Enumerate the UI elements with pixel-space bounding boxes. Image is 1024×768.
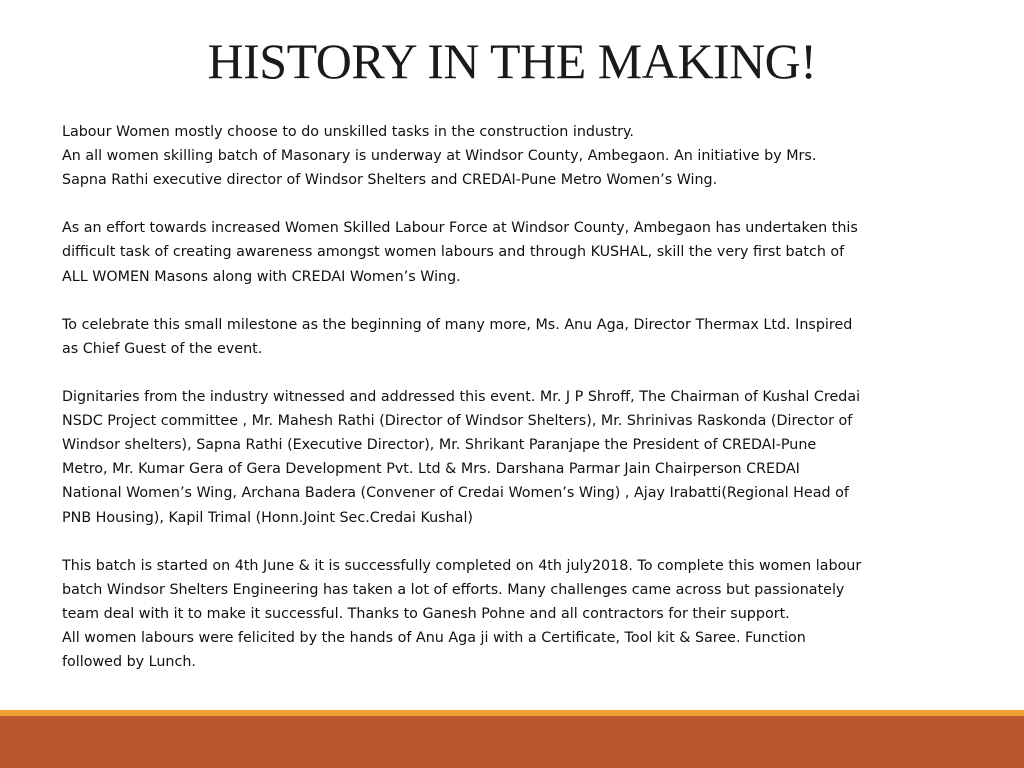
paragraph-line: All women labours were felicited by the hands of Anu Aga ji with a Certificate, Tool kit & Saree. Function — [62, 629, 806, 646]
footer-accent-bar — [0, 716, 1024, 768]
paragraph-line: followed by Lunch. — [62, 654, 196, 671]
paragraph-line: NSDC Project committee , Mr. Mahesh Rathi (Director of Windsor Shelters), Mr. Shrinivas Raskonda (Director of — [62, 413, 853, 430]
paragraph-line: team deal with it to make it successful. Thanks to Ganesh Pohne and all contractors for their support. — [62, 605, 790, 622]
paragraph-line: As an effort towards increased Women Skilled Labour Force at Windsor County, Ambegaon has undertaken this — [62, 220, 858, 237]
paragraph-line: Metro, Mr. Kumar Gera of Gera Development Pvt. Ltd & Mrs. Darshana Parmar Jain Chairperson CREDAI — [62, 461, 800, 478]
paragraph-line: National Women’s Wing, Archana Badera (Convener of Credai Women’s Wing) , Ajay Irabatti(Regional Head of — [62, 485, 849, 502]
paragraph-celebration — [62, 313, 967, 361]
paragraph-line: Sapna Rathi executive director of Windsor Shelters and CREDAI-Pune Metro Women’s Wing. — [62, 172, 718, 189]
paragraph-batch-completion — [62, 554, 967, 674]
paragraph-dignitaries — [62, 385, 967, 530]
paragraph-line: ALL WOMEN Masons along with CREDAI Women’s Wing. — [62, 268, 461, 285]
paragraph-line: An all women skilling batch of Masonary is underway at Windsor County, Ambegaon. An initiative by Mrs. — [62, 148, 817, 165]
paragraph-line: as Chief Guest of the event. — [62, 340, 263, 357]
paragraph-line: Labour Women mostly choose to do unskilled tasks in the construction industry. — [62, 124, 634, 140]
paragraph-line: Windsor shelters), Sapna Rathi (Executive Director), Mr. Shrikant Paranjape the President of CREDAI-Pune — [62, 437, 817, 454]
paragraph-intro — [62, 120, 967, 192]
paragraph-line: To celebrate this small milestone as the beginning of many more, Ms. Anu Aga, Director Thermax Ltd. Inspired — [62, 316, 853, 333]
paragraph-line: difficult task of creating awareness amongst women labours and through KUSHAL, skill the very first batch of — [62, 244, 845, 261]
slide-body — [62, 120, 967, 698]
slide-title: HISTORY IN THE MAKING! — [207, 33, 817, 89]
paragraph-line: This batch is started on 4th June & it is successfully completed on 4th july2018. To complete this women labour — [62, 557, 862, 574]
paragraph-line: PNB Housing), Kapil Trimal (Honn.Joint Sec.Credai Kushal) — [62, 509, 473, 526]
paragraph-effort — [62, 216, 967, 288]
paragraph-line: batch Windsor Shelters Engineering has taken a lot of efforts. Many challenges came across but passionately — [62, 581, 845, 598]
paragraph-line: Dignitaries from the industry witnessed and addressed this event. Mr. J P Shroff, The Chairman of Kushal Credai — [62, 389, 861, 406]
